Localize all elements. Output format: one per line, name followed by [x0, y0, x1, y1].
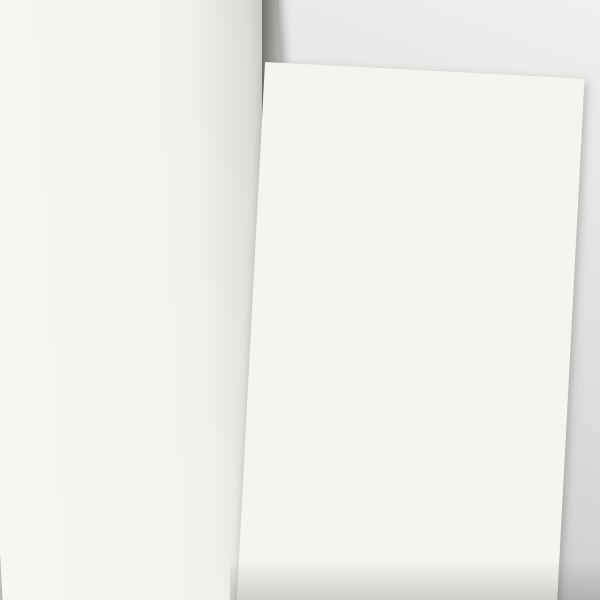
section-gap: [391, 169, 552, 191]
right-page: [236, 62, 584, 600]
bottom-shadow: [230, 560, 600, 600]
index-title: [299, 92, 559, 106]
index-column-1: [264, 148, 384, 154]
index-column-2: [391, 169, 552, 191]
index-intro: [290, 115, 570, 130]
